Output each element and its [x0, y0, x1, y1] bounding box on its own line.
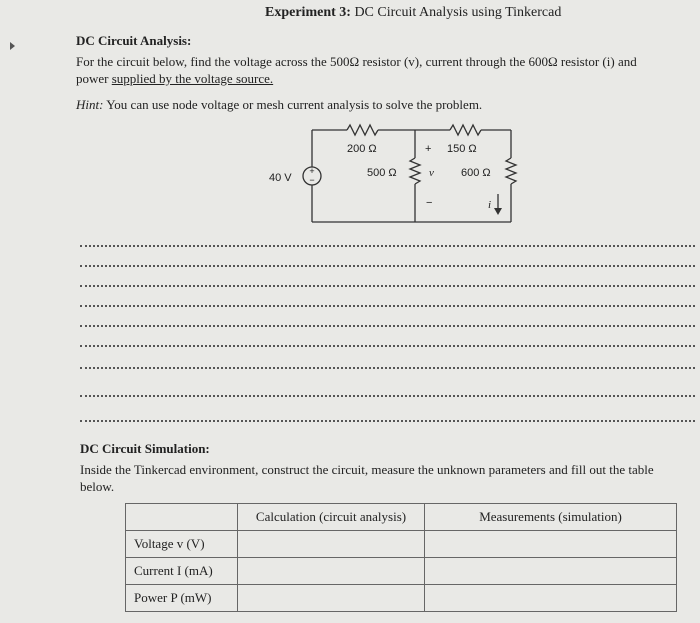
- answer-line[interactable]: [80, 265, 695, 267]
- answer-line[interactable]: [80, 305, 695, 307]
- current-arrow-icon: [494, 208, 502, 215]
- analysis-heading: DC Circuit Analysis:: [76, 33, 192, 48]
- resistor-500-label: 500 Ω: [367, 167, 397, 179]
- source-plus-sign: +: [309, 166, 315, 176]
- row-label: Power P (mW): [126, 585, 238, 612]
- answer-line[interactable]: [80, 367, 695, 369]
- resistor-600-symbol: [506, 158, 516, 184]
- source-voltage-label: 40 V: [269, 172, 292, 184]
- hint-line: [76, 96, 482, 113]
- results-table: [125, 503, 677, 612]
- analysis-instructions: [76, 53, 696, 87]
- calculation-cell[interactable]: [238, 585, 425, 612]
- table-header-cell: Measurements (simulation): [425, 504, 677, 531]
- resistor-200-label: 200 Ω: [347, 143, 377, 155]
- resistor-500-symbol: [410, 158, 420, 184]
- simulation-line-1: Inside the Tinkercad environment, construct the circuit, measure the unknown parameters and fill out the table: [80, 462, 654, 477]
- table-header-cell: [126, 504, 238, 531]
- circuit-diagram: [255, 120, 525, 235]
- instructions-line-2: [76, 70, 696, 87]
- answer-line[interactable]: [80, 245, 695, 247]
- table-row: [126, 531, 677, 558]
- resistor-600-label: 600 Ω: [461, 167, 491, 179]
- table-header-row: [126, 504, 677, 531]
- instructions-line-1: For the circuit below, find the voltage across the 500Ω resistor (v), current through the 600Ω resistor (i) and: [76, 54, 637, 69]
- answer-line[interactable]: [80, 325, 695, 327]
- simulation-instructions: [80, 461, 695, 495]
- answer-line[interactable]: [80, 420, 695, 422]
- instructions-underlined-text: supplied by the voltage source.: [111, 71, 274, 86]
- simulation-line-2: below.: [80, 479, 115, 494]
- row-label: Voltage v (V): [126, 531, 238, 558]
- measurement-cell[interactable]: [425, 585, 677, 612]
- measurement-cell[interactable]: [425, 531, 677, 558]
- margin-arrow-icon: [10, 42, 15, 50]
- table-header-cell: Calculation (circuit analysis): [238, 504, 425, 531]
- hint-label: Hint:: [76, 97, 104, 112]
- simulation-heading: DC Circuit Simulation:: [80, 441, 210, 456]
- instructions-line-2-text: power: [76, 71, 112, 86]
- title-text: DC Circuit Analysis using Tinkercad: [350, 5, 562, 20]
- answer-line[interactable]: [80, 395, 695, 397]
- page-title: [265, 5, 561, 21]
- voltage-v-label: v: [429, 167, 434, 179]
- source-minus-sign: −: [309, 175, 315, 185]
- answer-line[interactable]: [80, 285, 695, 287]
- row-label: Current I (mA): [126, 558, 238, 585]
- calculation-cell[interactable]: [238, 531, 425, 558]
- current-i-label: i: [488, 199, 492, 211]
- voltage-plus-sign: +: [425, 143, 432, 155]
- resistor-150-symbol: [450, 125, 481, 135]
- answer-line[interactable]: [80, 345, 695, 347]
- table-row: [126, 585, 677, 612]
- measurement-cell[interactable]: [425, 558, 677, 585]
- table-row: [126, 558, 677, 585]
- calculation-cell[interactable]: [238, 558, 425, 585]
- resistor-200-symbol: [347, 125, 378, 135]
- title-experiment-number: Experiment 3:: [265, 5, 351, 20]
- hint-text: You can use node voltage or mesh current analysis to solve the problem.: [103, 97, 483, 112]
- resistor-150-label: 150 Ω: [447, 143, 477, 155]
- voltage-minus-sign: −: [426, 197, 433, 209]
